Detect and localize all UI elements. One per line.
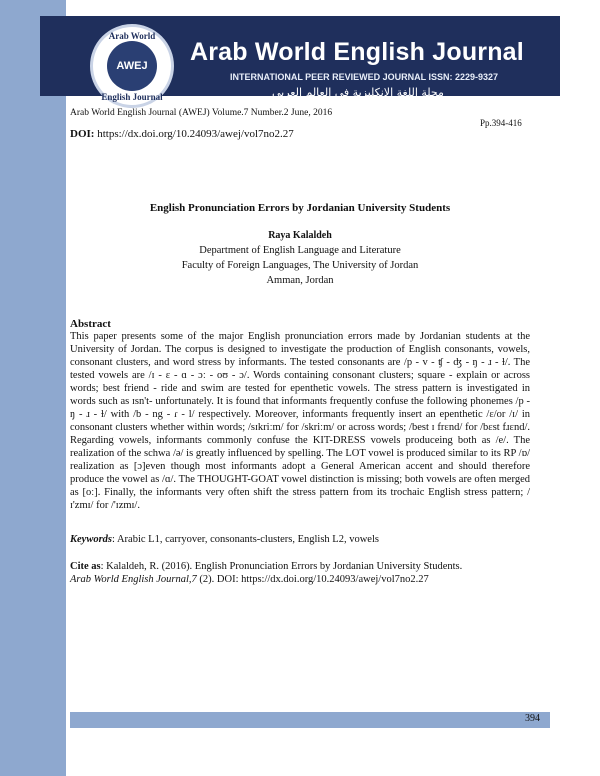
journal-arabic-title: مجلة اللغة الانكليزية في العالم العربي bbox=[272, 86, 444, 99]
journal-logo bbox=[90, 24, 174, 108]
logo-center-text: AWEJ bbox=[107, 41, 157, 91]
doi-label: DOI: bbox=[70, 128, 95, 140]
cite-text: : Kalaldeh, R. (2016). English Pronunciation Errors by Jordanian University Students. bbox=[100, 561, 463, 572]
keywords-label: Keywords bbox=[70, 534, 112, 545]
affiliation-faculty: Faculty of Foreign Languages, The University of Jordan bbox=[181, 260, 419, 271]
logo-bottom-text: English Journal bbox=[101, 92, 163, 102]
doi-line bbox=[70, 128, 294, 140]
journal-banner bbox=[40, 16, 560, 102]
cite-journal: Arab World English Journal,7 bbox=[70, 574, 197, 585]
affiliation-department: Department of English Language and Literature bbox=[199, 245, 401, 256]
keywords-text: : Arabic L1, carryover, consonants-clusters, English L2, vowels bbox=[112, 534, 379, 545]
citation-line: Arab World English Journal (AWEJ) Volume.7 Number.2 June, 2016 bbox=[70, 108, 333, 118]
article-title: English Pronunciation Errors by Jordanian University Students bbox=[149, 202, 451, 214]
page-range: Pp.394-416 bbox=[480, 118, 522, 128]
page-number: 394 bbox=[525, 713, 540, 724]
doi-link[interactable]: https://dx.doi.org/10.24093/awej/vol7no2.27 bbox=[97, 128, 294, 140]
abstract-heading: Abstract bbox=[70, 318, 111, 330]
cite-label: Cite as bbox=[70, 561, 101, 572]
keywords-line bbox=[70, 534, 530, 545]
abstract-body: This paper presents some of the major English pronunciation errors made by Jordanian students at the University of Jordan. The corpus is designed to investigate the production of English consonants, vowels, consonant clusters, and word stress by informants. The tested consonants are /p - v - ʧ - ʤ - ŋ - ɹ - ɫ/. The tested vowels are /ɪ - ɛ - ɑ - ɔː - oʊ - ɔ/. Words containing consonant clusters; square - explain or across words; best friend - ride and swim are tested for epenthetic vowels. The stress pattern is investigated in words such as ɪsn't- unfortunately. It is found that informants frequently confuse the following phonemes /p - ŋ - ɹ - ɫ/ with /b - ng - ɾ - l/ respectively. Moreover, informants frequently insert an epenthetic /ɛ/or /ɪ/ in consonant clusters whether within words; /sɪkriːm/ for /skriːm/ or across words; /best ɪ frɛnd/ for /bɛst fɹɛnd/. Regarding vowels, informants commonly confuse the KIT-DRESS vowels produceing both as /e/. The realization of the schwa /ə/ is greatly influenced by spelling. The LOT vowel is produced similar to its RP /ɒ/ realization as [ɔ]even though most informants adopt a General American accent and should therefore produce the vowel as /ɑ/. The THOUGHT-GOAT vowel distinction is missing; both vowels are often merged as [oː]. Finally, the informants very often shift the stress pattern from its trochaic English stress pattern; /ɪ'zmɪ/ for /'ɪzmɪ/. bbox=[70, 331, 530, 511]
cite-tail[interactable]: (2). DOI: https://dx.doi.org/10.24093/awej/vol7no2.27 bbox=[196, 574, 429, 585]
logo-top-text: Arab World bbox=[108, 31, 156, 41]
journal-subtitle: INTERNATIONAL PEER REVIEWED JOURNAL ISSN: 2229-9327 bbox=[230, 72, 499, 82]
affiliation-city: Amman, Jordan bbox=[266, 275, 334, 286]
journal-title: Arab World English Journal bbox=[190, 38, 524, 66]
author-name: Raya Kalaldeh bbox=[268, 230, 332, 241]
footer-bar bbox=[70, 712, 550, 728]
left-sidebar-band bbox=[0, 0, 66, 776]
cite-as-block bbox=[70, 560, 530, 586]
